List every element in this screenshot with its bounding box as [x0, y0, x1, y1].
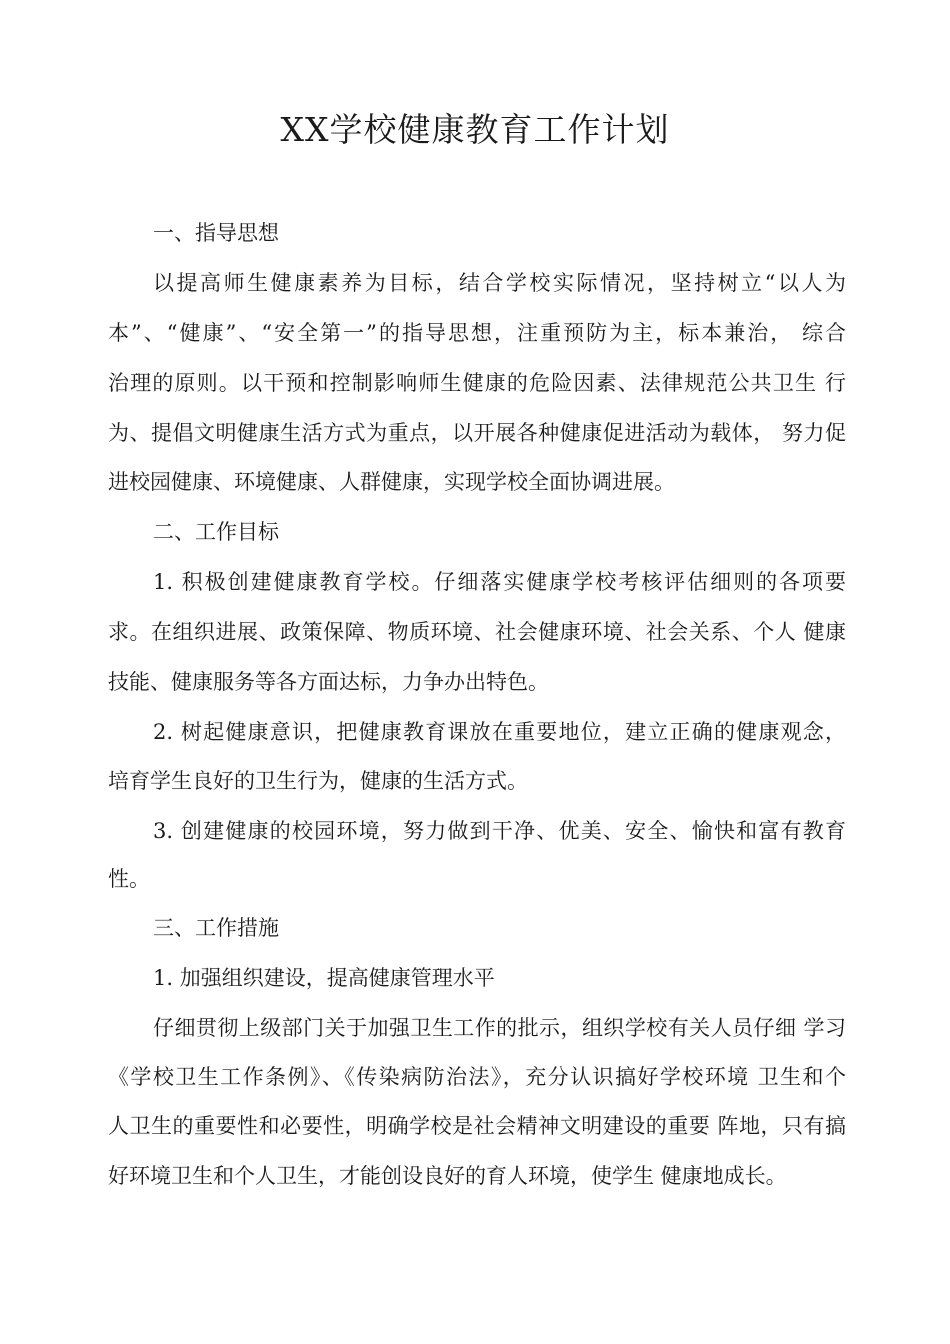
paragraph-line: 以提高师生健康素养为目标，结合学校实际情况，坚持树立“以人为: [153, 271, 846, 295]
paragraph-line: 2. 树起健康意识，把健康教育课放在重要地位，建立正确的健康观念，: [153, 720, 846, 744]
paragraph-line: 《学校卫生工作条例》、《传染病防治法》，充分认识搞好学校环境 卫生和个: [108, 1065, 846, 1089]
paragraph-line: 3. 创建健康的校园环境，努力做到干净、优美、安全、愉快和富有教育: [153, 819, 846, 843]
section-heading: 二、工作目标: [153, 520, 279, 544]
paragraph-line: 人卫生的重要性和必要性，明确学校是社会精神文明建设的重要 阵地，只有搞: [108, 1114, 846, 1138]
section-heading: 三、工作措施: [153, 916, 279, 940]
paragraph-line: 为、提倡文明健康生活方式为重点，以开展各种健康促进活动为载体， 努力促: [108, 421, 846, 445]
section-heading: 一、指导思想: [153, 221, 279, 245]
subsection-heading: 1. 加强组织建设，提高健康管理水平: [153, 966, 495, 990]
paragraph-line: 1. 积极创建健康教育学校。仔细落实健康学校考核评估细则的各项要: [153, 570, 846, 594]
paragraph-line: 本”、“健康”、“安全第一”的指导思想，注重预防为主，标本兼治， 综合: [108, 321, 846, 345]
paragraph-line: 求。在组织进展、政策保障、物质环境、社会健康环境、社会关系、个人 健康: [108, 620, 846, 644]
paragraph-line: 技能、健康服务等各方面达标，力争办出特色。: [108, 670, 549, 694]
paragraph-line: 培育学生良好的卫生行为，健康的生活方式。: [108, 769, 528, 793]
paragraph-line: 治理的原则。以干预和控制影响师生健康的危险因素、法律规范公共卫生 行: [108, 371, 846, 395]
paragraph-line: 进校园健康、环境健康、人群健康，实现学校全面协调进展。: [108, 470, 675, 494]
paragraph-line: 好环境卫生和个人卫生，才能创设良好的育人环境，使学生 健康地成长。: [108, 1164, 787, 1188]
document-title: XX学校健康教育工作计划: [280, 110, 670, 149]
paragraph-line: 仔细贯彻上级部门关于加强卫生工作的批示，组织学校有关人员仔细 学习: [153, 1016, 846, 1040]
paragraph-line: 性。: [108, 867, 150, 891]
